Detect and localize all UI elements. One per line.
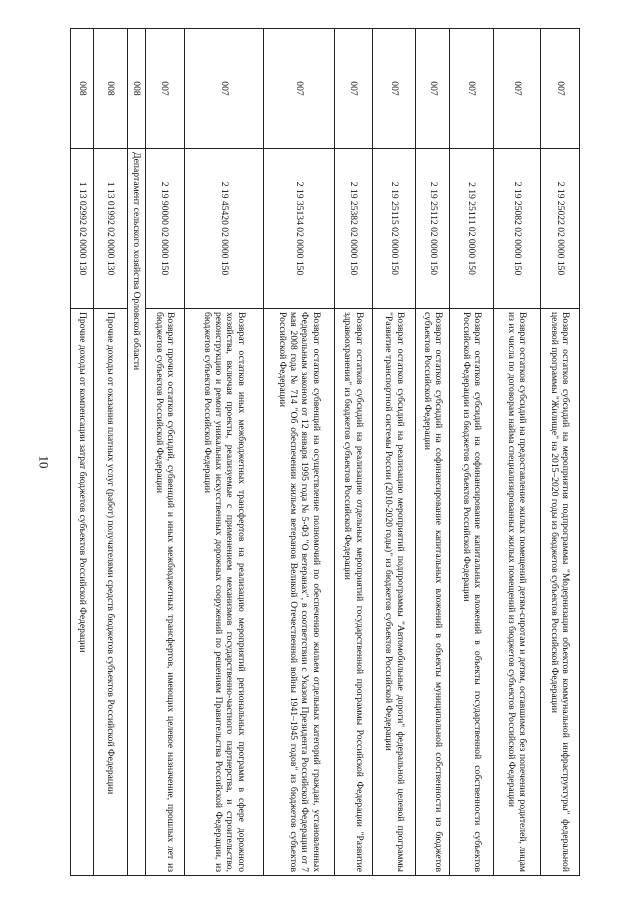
admin-code-cell: 008 [93, 29, 127, 149]
admin-code-cell: 007 [184, 29, 264, 149]
table-row [264, 29, 334, 876]
revenue-name-cell: Возврат прочих остатков субсидий, субвенций и иных межбюджетных трансфертов, имеющих целевое назначение, прошлых лет из бюджетов субъектов Российской Федерации [146, 309, 185, 876]
revenue-code-cell: 2 19 45420 02 0000 150 [184, 149, 264, 309]
admin-code-cell: 007 [493, 29, 541, 149]
revenue-name-cell: Возврат остатков субсидий на предоставление жилых помещений детям-сиротам и детям, оставшимся без попечения родителей, лицам из их числа по договорам найма специализированных жилых помещений из бюджетов субъектов Российской Федерации [493, 309, 541, 876]
admin-code-cell: 007 [373, 29, 416, 149]
revenue-name-cell: Прочие доходы от компенсации затрат бюджетов субъектов Российской Федерации [71, 309, 94, 876]
revenue-name-cell: Возврат остатков иных межбюджетных трансфертов на реализацию мероприятий региональных программ в сфере дорожного хозяйства, включая проекты, реализуемые с применением механизмов государственно-частного партнерства, и строительство, реконструкцию и ремонт уникальных искусственных дорожных сооружений по решениям Правительства Российской Федерации, из бюджетов субъектов Российской Федерации [184, 309, 264, 876]
table-row [450, 29, 493, 876]
admin-code-cell: 008 [127, 29, 145, 149]
revenue-code-cell: 2 19 25082 02 0000 150 [493, 149, 541, 309]
admin-code-cell: 007 [450, 29, 493, 149]
revenue-name-cell: Возврат остатков субсидий на реализацию мероприятий подпрограммы "Автомобильные дороги" федеральной целевой программы "Развитие транспортной системы России (2010-2020 годы)" из бюджетов субъектов Российской Федерации [373, 309, 416, 876]
budget-revenue-table [70, 28, 580, 876]
revenue-code-cell: 2 19 90000 02 0000 150 [146, 149, 185, 309]
table-row [93, 29, 127, 876]
table-row [493, 29, 541, 876]
revenue-name-cell: Возврат остатков субсидий на мероприятия подпрограммы "Модернизация объектов коммунальной инфраструктуры" федеральной целевой программы "Жилище" на 2015–2020 годы из бюджетов субъектов Российской Федерации [541, 309, 580, 876]
table-row [541, 29, 580, 876]
admin-code-cell: 007 [541, 29, 580, 149]
revenue-code-cell: 2 19 25115 02 0000 150 [373, 149, 416, 309]
table-row [416, 29, 450, 876]
admin-code-cell: 008 [71, 29, 94, 149]
table-row [334, 29, 373, 876]
revenue-code-cell: 2 19 25111 02 0000 150 [450, 149, 493, 309]
admin-code-cell: 007 [264, 29, 334, 149]
revenue-name-cell: Возврат остатков субсидий на софинансирование капитальных вложений в объекты государственной собственности субъектов Российской Федерации из бюджетов субъектов Российской Федерации [450, 309, 493, 876]
revenue-code-cell: 2 19 25382 02 0000 150 [334, 149, 373, 309]
table-row [373, 29, 416, 876]
revenue-name-cell: Возврат остатков субвенций на осуществление полномочий по обеспечению жильем отдельных категорий граждан, установленных Федеральным законом от 12 января 1995 года № 5-ФЗ "О ветеранах", в соответствии с Указом Президента Российской Федерации от 7 мая 2008 года № 714 "Об обеспечении жильем ветеранов Великой Отечественной войны 1941–1945 годов" из бюджетов субъектов Российской Федерации [264, 309, 334, 876]
revenue-code-cell: 2 19 25112 02 0000 150 [416, 149, 450, 309]
page-number: 10 [36, 455, 52, 469]
table-row [184, 29, 264, 876]
revenue-code-cell: 2 19 35134 02 0000 150 [264, 149, 334, 309]
table-row [146, 29, 185, 876]
table-row [71, 29, 94, 876]
table-row [127, 29, 145, 876]
revenue-code-cell: 2 19 25022 02 0000 150 [541, 149, 580, 309]
admin-code-cell: 007 [146, 29, 185, 149]
revenue-name-cell: Возврат остатков субсидий на реализацию отдельных мероприятий государственной программы Российской Федерации "Развитие здравоохранения" из бюджетов субъектов Российской Федерации [334, 309, 373, 876]
table-body [70, 28, 580, 876]
revenue-name-cell: Возврат остатков субсидий на софинансирование капитальных вложений в объекты муниципальной собственности из бюджетов субъектов Российской Федерации [416, 309, 450, 876]
revenue-code-cell: 1 13 01992 02 0000 130 [93, 149, 127, 309]
department-name-cell: Департамент сельского хозяйства Орловской области [127, 149, 145, 876]
admin-code-cell: 007 [416, 29, 450, 149]
admin-code-cell: 007 [334, 29, 373, 149]
revenue-code-cell: 1 13 02992 02 0000 130 [71, 149, 94, 309]
revenue-name-cell: Прочие доходы от оказания платных услуг (работ) получателями средств бюджетов субъектов Российской Федерации [93, 309, 127, 876]
